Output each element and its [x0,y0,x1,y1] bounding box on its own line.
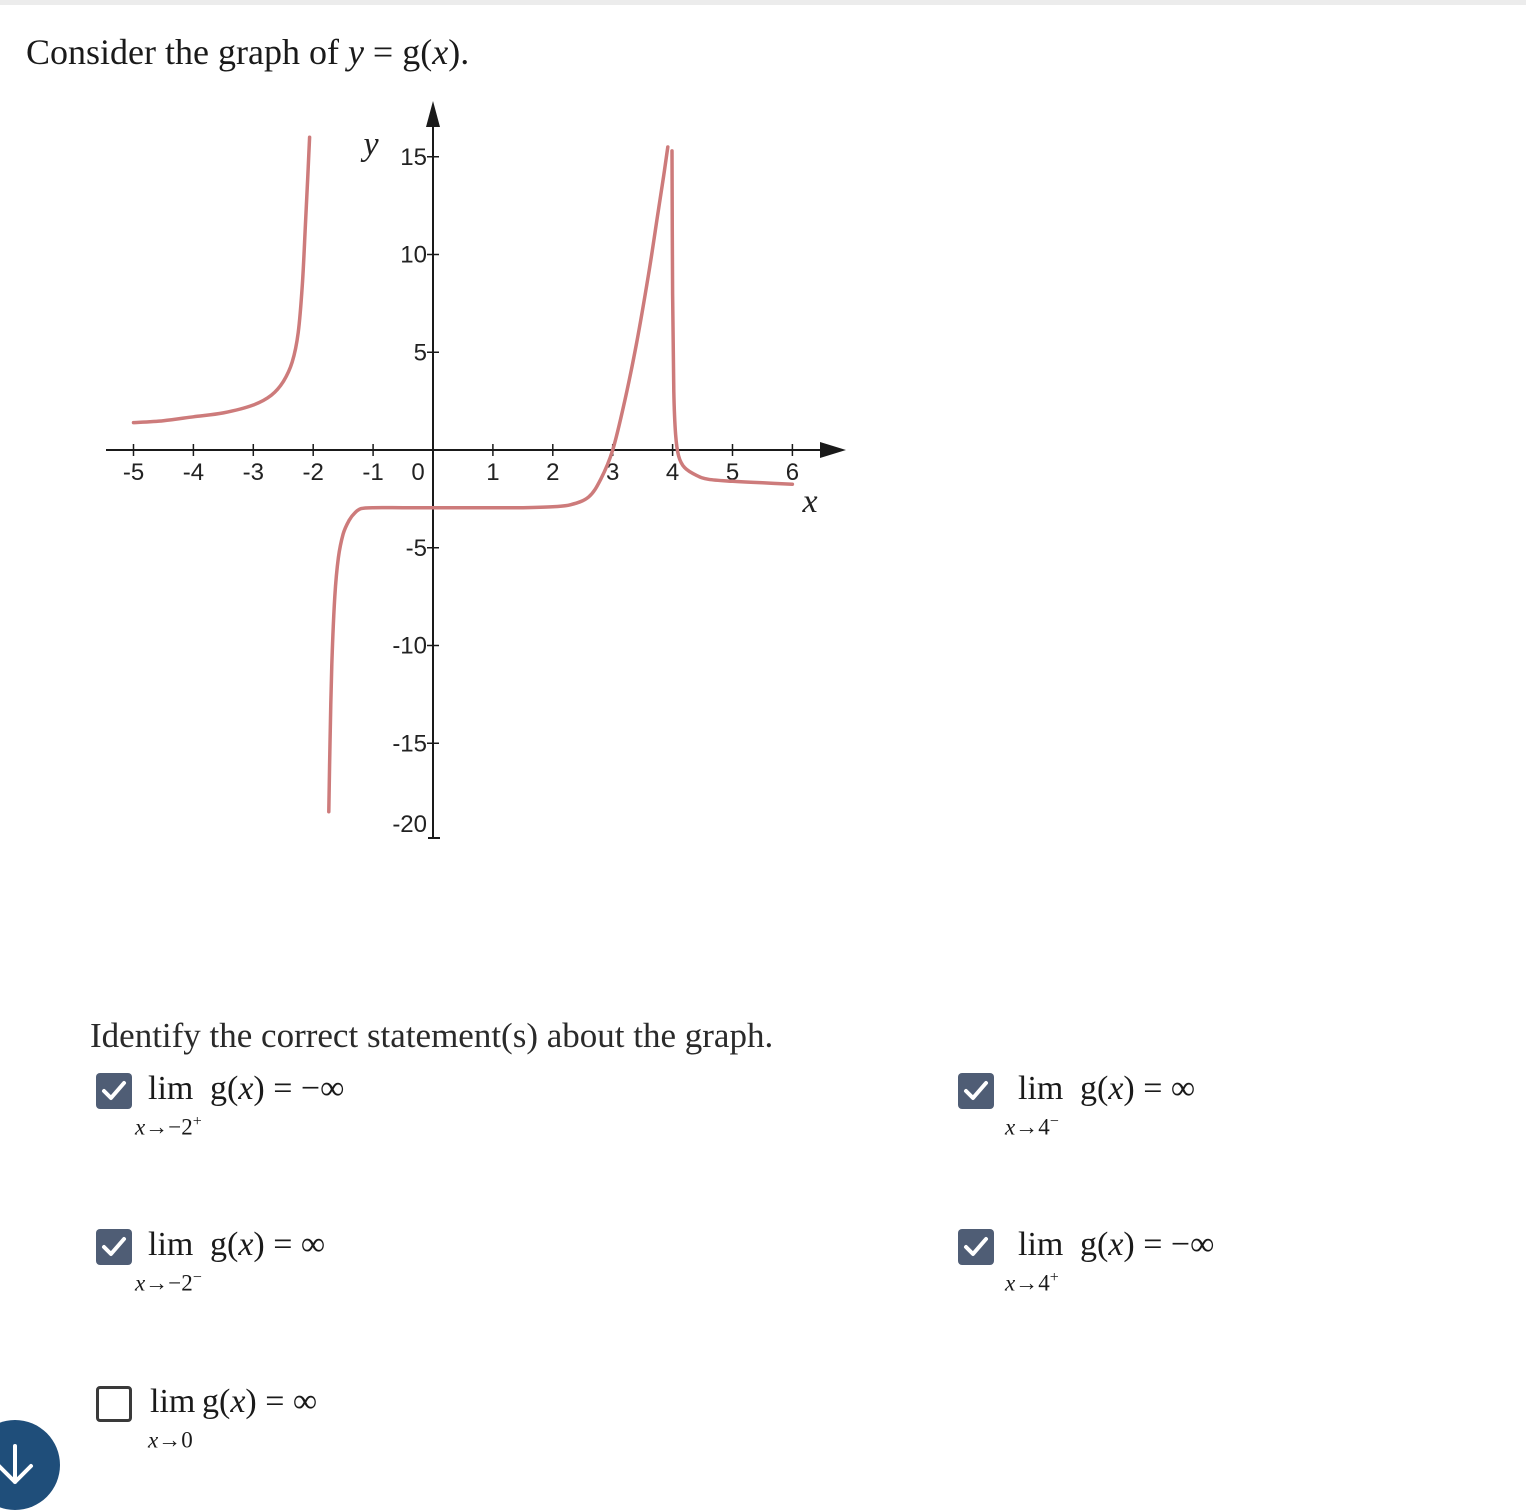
arrow-down-icon [0,1442,36,1488]
function-expression: g(x) [210,1226,265,1263]
y-tick-label: 15 [400,143,427,171]
y-tick-label: -20 [392,811,427,838]
question-text: Identify the correct statement(s) about the graph. [90,1016,774,1055]
y-tick-label: -10 [392,632,427,660]
limit-value: = −∞ [264,1070,345,1107]
prompt-text: Consider the graph of y = g(x). [26,32,470,72]
x-tick-label: -1 [362,459,384,486]
option-checkbox[interactable] [96,1386,132,1422]
x-tick-label: 6 [785,459,800,486]
checkmark-icon [963,1235,989,1259]
lim-label: lim [1018,1070,1064,1107]
limit-subscript: x→4− [1005,1113,1059,1140]
y-tick-label: -5 [405,534,427,562]
limit-value: = ∞ [264,1226,326,1263]
limit-expression [1005,1069,1196,1140]
limit-subscript: x→0 [148,1427,193,1453]
option-checkbox[interactable] [958,1073,994,1109]
lim-label: lim [150,1383,196,1420]
limit-expression [135,1225,326,1296]
function-expression: g(x) [1080,1070,1135,1107]
x-tick-label: -2 [302,459,324,486]
checkmark-icon [963,1079,989,1103]
curve-branch-3 [672,151,792,484]
option-checkbox[interactable] [96,1229,132,1265]
limit-subscript: x→−2− [135,1269,202,1296]
limit-expression [135,1069,345,1140]
y-tick-label: 10 [400,241,427,269]
limit-value: = ∞ [1134,1070,1196,1107]
x-tick-label: 1 [486,459,500,486]
x-tick-label: 4 [665,459,680,486]
lim-label: lim [148,1070,194,1107]
limit-value: = −∞ [1134,1226,1215,1263]
function-expression: g(x) [202,1383,257,1420]
x-axis-arrow [820,442,846,458]
x-tick-label: 0 [411,459,425,486]
y-tick-label: -15 [392,730,427,758]
checkmark-icon [101,1079,127,1103]
limit-expression [148,1382,318,1453]
limit-expression [1005,1225,1215,1296]
y-axis-arrow [426,101,440,127]
curve-branch-1 [134,137,310,422]
checkmark-icon [101,1235,127,1259]
y-tick-label: 5 [413,339,427,367]
function-expression: g(x) [1080,1226,1135,1263]
limit-subscript: x→−2+ [135,1113,202,1140]
function-expression: g(x) [210,1070,265,1107]
limit-value: = ∞ [256,1383,318,1420]
option-checkbox[interactable] [96,1073,132,1109]
x-tick-label: 3 [606,459,620,486]
x-axis-label: x [802,483,818,520]
lim-label: lim [1018,1226,1064,1263]
scroll-down-button[interactable] [0,1420,60,1510]
x-tick-label: 2 [546,459,560,486]
y-axis-label: y [363,126,379,163]
option-checkbox[interactable] [958,1229,994,1265]
lim-label: lim [148,1226,194,1263]
x-tick-label: -5 [122,459,145,486]
x-tick-label: -3 [242,459,264,486]
x-tick-label: 5 [725,459,740,486]
limit-subscript: x→4+ [1005,1269,1059,1296]
x-tick-label: -4 [182,459,205,486]
